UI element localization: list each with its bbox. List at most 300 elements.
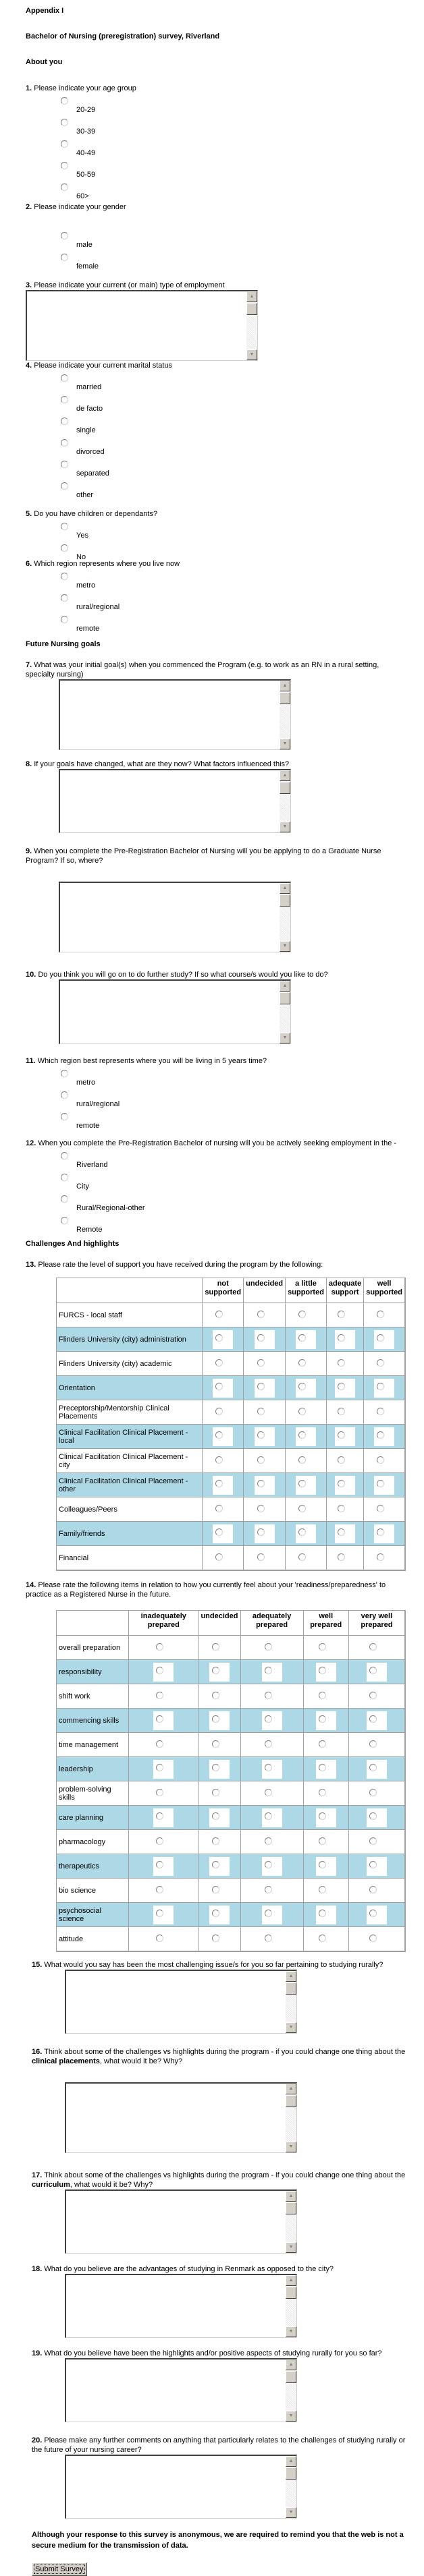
option-yes[interactable]	[61, 521, 417, 543]
radio-button[interactable]	[61, 374, 68, 382]
scrollbar[interactable]	[286, 2456, 296, 2518]
radio-button[interactable]	[212, 1643, 219, 1651]
question-text: What do you believe have been the highlights and/or positive aspects of studying rurally for you so far?	[42, 2349, 382, 2357]
radio-button[interactable]	[338, 1480, 345, 1487]
radio-button[interactable]	[377, 1311, 384, 1318]
scrollbar[interactable]	[286, 2359, 296, 2422]
radio-button[interactable]	[61, 523, 68, 530]
radio-button[interactable]	[61, 616, 68, 623]
scroll-up-arrow-icon[interactable]: ▲	[280, 981, 290, 992]
scroll-down-arrow-icon[interactable]: ▼	[280, 941, 290, 952]
radio-button[interactable]	[298, 1334, 306, 1342]
radio-button[interactable]	[156, 1764, 163, 1771]
question-text: Please indicate your gender	[32, 203, 126, 211]
radio-button[interactable]	[212, 1692, 219, 1699]
option-label: de facto	[76, 405, 103, 413]
radio-button[interactable]	[212, 1715, 219, 1723]
radio-button[interactable]	[369, 1643, 377, 1651]
option-label: married	[76, 383, 102, 391]
option-remote[interactable]	[61, 1112, 417, 1133]
radio-button[interactable]	[319, 1812, 326, 1820]
radio-button[interactable]	[215, 1528, 223, 1536]
radio-button[interactable]	[156, 1837, 163, 1845]
scroll-thumb[interactable]	[280, 894, 290, 907]
radio-button[interactable]	[212, 1886, 219, 1893]
radio-button[interactable]	[298, 1359, 306, 1367]
radio-button[interactable]	[298, 1383, 306, 1390]
question-text: Do you have children or dependants?	[32, 510, 158, 518]
challenging-issues-textarea[interactable]	[65, 1970, 297, 2034]
option-rural-regional[interactable]	[61, 593, 417, 614]
radio-button[interactable]	[212, 1789, 219, 1796]
scroll-up-arrow-icon[interactable]: ▲	[246, 291, 257, 302]
option-label: Remote	[76, 1226, 103, 1234]
scrollbar[interactable]	[280, 770, 290, 832]
radio-button[interactable]	[61, 1113, 68, 1120]
scroll-down-arrow-icon[interactable]: ▼	[286, 2242, 296, 2253]
scroll-thumb[interactable]	[286, 1982, 296, 1995]
radio-button[interactable]	[298, 1311, 306, 1318]
scrollbar[interactable]	[286, 2084, 296, 2152]
question-6	[26, 559, 417, 636]
radio-button[interactable]	[156, 1812, 163, 1820]
clinical-placements-textarea[interactable]	[65, 2082, 297, 2153]
radio-button[interactable]	[319, 1740, 326, 1748]
radio-button[interactable]	[156, 1910, 163, 1917]
question-number: 10.	[26, 971, 36, 979]
option-riverland[interactable]	[61, 1151, 417, 1172]
row-label: responsibility	[57, 1660, 129, 1684]
table-row	[57, 1854, 405, 1879]
question-number: 15.	[32, 1961, 43, 1969]
radio-button[interactable]	[61, 544, 68, 552]
radio-button[interactable]	[265, 1837, 272, 1845]
scrollbar[interactable]	[286, 2275, 296, 2337]
scroll-thumb[interactable]	[286, 2095, 296, 2107]
radio-button[interactable]	[377, 1359, 384, 1367]
radio-button[interactable]	[61, 1217, 68, 1224]
radio-button[interactable]	[319, 1692, 326, 1699]
scroll-thumb[interactable]	[286, 2371, 296, 2383]
radio-button[interactable]	[377, 1480, 384, 1487]
scroll-down-arrow-icon[interactable]: ▼	[286, 2142, 296, 2152]
radio-button[interactable]	[369, 1886, 377, 1893]
option-remote[interactable]	[61, 614, 417, 636]
question-5	[26, 509, 417, 559]
option-label: remote	[76, 1122, 100, 1130]
section-future-goals: Future Nursing goals	[26, 640, 101, 648]
option-label: No	[76, 553, 86, 561]
radio-button[interactable]	[156, 1789, 163, 1796]
option-single[interactable]	[61, 416, 417, 438]
radio-button[interactable]	[265, 1764, 272, 1771]
radio-button[interactable]	[156, 1643, 163, 1651]
graduate-program-textarea[interactable]	[59, 882, 291, 952]
radio-button[interactable]	[265, 1812, 272, 1820]
radio-button[interactable]	[61, 1152, 68, 1160]
radio-button[interactable]	[377, 1408, 384, 1415]
option-rural-regional-other[interactable]	[61, 1194, 417, 1215]
radio-button[interactable]	[338, 1553, 345, 1561]
column-header: undecided	[244, 1278, 286, 1303]
row-label-header	[57, 1611, 129, 1636]
radio-button[interactable]	[61, 1070, 68, 1077]
radio-button[interactable]	[319, 1935, 326, 1942]
section-challenges: Challenges And highlights	[26, 1240, 120, 1248]
employment-textarea[interactable]	[26, 290, 258, 361]
scroll-down-arrow-icon[interactable]: ▼	[286, 2411, 296, 2422]
row-label: Orientation	[57, 1376, 203, 1400]
column-header: a little supported	[286, 1278, 327, 1303]
table-row	[57, 1709, 405, 1733]
option-de-facto[interactable]	[61, 395, 417, 416]
radio-button[interactable]	[257, 1311, 265, 1318]
row-label: overall preparation	[57, 1636, 129, 1660]
row-label: Clinical Facilitation Clinical Placement - other	[57, 1473, 203, 1497]
scrollbar[interactable]	[280, 883, 290, 952]
employment-location-options	[61, 1151, 417, 1237]
question-number: 12.	[26, 1139, 36, 1147]
question-text: Which region represents where you live now	[32, 560, 180, 568]
row-label: problem-solving skills	[57, 1781, 129, 1806]
question-text: What would you say has been the most challenging issue/s for you so far pertaining to studying rurally?	[42, 1961, 383, 1969]
scroll-down-arrow-icon[interactable]: ▼	[286, 2326, 296, 2337]
radio-button[interactable]	[215, 1505, 223, 1512]
scrollbar[interactable]	[286, 2191, 296, 2253]
radio-button[interactable]	[319, 1715, 326, 1723]
scroll-down-arrow-icon[interactable]: ▼	[286, 2022, 296, 2033]
scroll-thumb[interactable]	[280, 992, 290, 1004]
question-text: Please rate the following items in relation to how you currently feel about your 'readiness/preparedness' to practice as a Registered Nurse in the future.	[26, 1581, 386, 1599]
scroll-up-arrow-icon[interactable]: ▲	[286, 2275, 296, 2286]
option-label: female	[76, 262, 99, 270]
radio-button[interactable]	[215, 1480, 223, 1487]
radio-button[interactable]	[215, 1311, 223, 1318]
table-row	[57, 1879, 405, 1903]
radio-button[interactable]	[156, 1886, 163, 1893]
option-label: 20-29	[76, 106, 96, 114]
row-label: care planning	[57, 1806, 129, 1830]
radio-button[interactable]	[265, 1692, 272, 1699]
radio-button[interactable]	[265, 1643, 272, 1651]
radio-button[interactable]	[215, 1359, 223, 1367]
radio-button[interactable]	[319, 1910, 326, 1917]
radio-button[interactable]	[265, 1935, 272, 1942]
radio-button[interactable]	[61, 97, 68, 105]
question-17	[32, 2171, 417, 2254]
radio-button[interactable]	[156, 1715, 163, 1723]
scroll-up-arrow-icon[interactable]: ▲	[286, 2084, 296, 2094]
column-header: undecided	[198, 1611, 240, 1636]
question-text: Think about some of the challenges vs highlights during the program - if you could change one thing about the	[42, 2048, 406, 2056]
radio-button[interactable]	[319, 1764, 326, 1771]
table-row	[57, 1903, 405, 1927]
radio-button[interactable]	[212, 1935, 219, 1942]
radio-button[interactable]	[369, 1715, 377, 1723]
radio-button[interactable]	[369, 1789, 377, 1796]
scroll-down-arrow-icon[interactable]: ▼	[280, 739, 290, 749]
radio-button[interactable]	[156, 1667, 163, 1674]
radio-button[interactable]	[265, 1886, 272, 1893]
radio-button[interactable]	[298, 1431, 306, 1439]
scroll-up-arrow-icon[interactable]: ▲	[286, 2456, 296, 2467]
scroll-up-arrow-icon[interactable]: ▲	[280, 883, 290, 894]
scroll-up-arrow-icon[interactable]: ▲	[280, 681, 290, 691]
radio-button[interactable]	[212, 1837, 219, 1845]
radio-button[interactable]	[338, 1359, 345, 1367]
question-2	[26, 202, 417, 274]
option-separated[interactable]	[61, 459, 417, 481]
radio-button[interactable]	[156, 1935, 163, 1942]
scroll-up-arrow-icon[interactable]: ▲	[280, 770, 290, 781]
radio-button[interactable]	[212, 1667, 219, 1674]
question-text: What was your initial goal(s) when you commenced the Program (e.g. to work as an RN in a rural setting, specialty nursing)	[26, 661, 379, 679]
radio-button[interactable]	[298, 1408, 306, 1415]
option-male[interactable]	[61, 231, 417, 252]
radio-button[interactable]	[61, 119, 68, 126]
radio-button[interactable]	[319, 1667, 326, 1674]
option-divorced[interactable]	[61, 438, 417, 459]
gender-options	[61, 231, 417, 274]
scroll-up-arrow-icon[interactable]: ▲	[286, 2191, 296, 2202]
highlights-textarea[interactable]	[65, 2358, 297, 2422]
radio-button[interactable]	[212, 1861, 219, 1868]
scroll-down-arrow-icon[interactable]: ▼	[246, 349, 257, 360]
radio-button[interactable]	[369, 1667, 377, 1674]
radio-button[interactable]	[61, 439, 68, 447]
option-label: City	[76, 1182, 89, 1191]
column-header: very well prepared	[349, 1611, 405, 1636]
option-40-49[interactable]	[61, 139, 417, 161]
radio-button[interactable]	[338, 1311, 345, 1318]
table-row	[57, 1684, 405, 1709]
radio-button[interactable]	[212, 1740, 219, 1748]
row-label: commencing skills	[57, 1709, 129, 1733]
radio-button[interactable]	[265, 1910, 272, 1917]
radio-button[interactable]	[61, 418, 68, 425]
question-number: 14.	[26, 1581, 36, 1589]
option-50-59[interactable]	[61, 161, 417, 182]
curriculum-textarea[interactable]	[65, 2189, 297, 2254]
radio-button[interactable]	[61, 162, 68, 169]
radio-button[interactable]	[257, 1456, 265, 1464]
radio-button[interactable]	[338, 1456, 345, 1464]
column-header: adequately prepared	[241, 1611, 304, 1636]
radio-button[interactable]	[215, 1431, 223, 1439]
question-text: , what would it be? Why?	[99, 2057, 183, 2065]
radio-button[interactable]	[377, 1505, 384, 1512]
scrollbar[interactable]	[280, 981, 290, 1043]
radio-button[interactable]	[319, 1861, 326, 1868]
option-rural-regional[interactable]	[61, 1090, 417, 1112]
radio-button[interactable]	[338, 1528, 345, 1536]
column-header: inadequately prepared	[129, 1611, 198, 1636]
radio-button[interactable]	[265, 1667, 272, 1674]
open-questions	[32, 1960, 417, 2576]
question-text: What do you believe are the advantages of studying in Renmark as opposed to the city?	[42, 2265, 334, 2273]
radio-button[interactable]	[61, 1195, 68, 1203]
radio-button[interactable]	[215, 1456, 223, 1464]
question-number: 5.	[26, 510, 32, 518]
further-study-textarea[interactable]	[59, 979, 291, 1044]
radio-button[interactable]	[319, 1789, 326, 1796]
radio-button[interactable]	[61, 232, 68, 239]
scroll-up-arrow-icon[interactable]: ▲	[286, 2359, 296, 2370]
scrollbar[interactable]	[280, 681, 290, 749]
radio-button[interactable]	[369, 1910, 377, 1917]
changed-goals-textarea[interactable]	[59, 769, 291, 833]
radio-button[interactable]	[265, 1715, 272, 1723]
radio-button[interactable]	[257, 1408, 265, 1415]
option-label: metro	[76, 581, 96, 590]
radio-button[interactable]	[338, 1505, 345, 1512]
radio-button[interactable]	[215, 1334, 223, 1342]
advantages-textarea[interactable]	[65, 2274, 297, 2338]
option-30-39[interactable]	[61, 117, 417, 139]
scroll-up-arrow-icon[interactable]: ▲	[286, 1971, 296, 1982]
radio-button[interactable]	[257, 1431, 265, 1439]
option-other[interactable]	[61, 481, 417, 503]
scroll-thumb[interactable]	[286, 2467, 296, 2480]
question-number: 8.	[26, 760, 32, 768]
scrollbar[interactable]	[286, 1971, 296, 2033]
radio-button[interactable]	[215, 1383, 223, 1390]
radio-button[interactable]	[369, 1740, 377, 1748]
radio-button[interactable]	[265, 1789, 272, 1796]
option-label: 60>	[76, 192, 89, 200]
radio-button[interactable]	[215, 1408, 223, 1415]
radio-button[interactable]	[369, 1935, 377, 1942]
scroll-down-arrow-icon[interactable]: ▼	[286, 2507, 296, 2518]
radio-button[interactable]	[338, 1431, 345, 1439]
scroll-thumb[interactable]	[246, 303, 257, 315]
option-label: rural/regional	[76, 603, 120, 611]
radio-button[interactable]	[61, 573, 68, 580]
further-comments-textarea[interactable]	[65, 2455, 297, 2519]
radio-button[interactable]	[369, 1812, 377, 1820]
option-metro[interactable]	[61, 1068, 417, 1090]
radio-button[interactable]	[257, 1359, 265, 1367]
radio-button[interactable]	[338, 1408, 345, 1415]
radio-button[interactable]	[377, 1528, 384, 1536]
radio-button[interactable]	[212, 1812, 219, 1820]
radio-button[interactable]	[298, 1480, 306, 1487]
scroll-thumb[interactable]	[280, 692, 290, 704]
radio-button[interactable]	[369, 1837, 377, 1845]
radio-button[interactable]	[377, 1334, 384, 1342]
radio-button[interactable]	[61, 396, 68, 403]
submit-survey-button[interactable]: Submit Survey	[32, 2563, 87, 2576]
row-label: leadership	[57, 1757, 129, 1781]
scroll-thumb[interactable]	[286, 2202, 296, 2214]
table-row	[57, 1425, 405, 1449]
radio-button[interactable]	[215, 1553, 223, 1561]
question-13	[26, 1260, 417, 1571]
radio-button[interactable]	[369, 1861, 377, 1868]
radio-button[interactable]	[265, 1740, 272, 1748]
question-text: Think about some of the challenges vs highlights during the program - if you could change one thing about the	[42, 2171, 406, 2179]
radio-button[interactable]	[265, 1861, 272, 1868]
question-9	[26, 847, 417, 952]
radio-button[interactable]	[61, 461, 68, 468]
option-no[interactable]	[61, 543, 417, 559]
option-label: Yes	[76, 532, 88, 540]
row-label: attitude	[57, 1927, 129, 1951]
radio-button[interactable]	[377, 1456, 384, 1464]
radio-button[interactable]	[377, 1553, 384, 1561]
option-married[interactable]	[61, 373, 417, 395]
radio-button[interactable]	[61, 1174, 68, 1181]
option-city[interactable]	[61, 1172, 417, 1194]
question-text: Please indicate your current (or main) type of employment	[32, 281, 225, 289]
option-female[interactable]	[61, 252, 417, 274]
radio-button[interactable]	[212, 1910, 219, 1917]
radio-button[interactable]	[298, 1553, 306, 1561]
scroll-thumb[interactable]	[280, 782, 290, 794]
question-11	[26, 1056, 417, 1133]
radio-button[interactable]	[156, 1740, 163, 1748]
radio-button[interactable]	[369, 1692, 377, 1699]
option-20-29[interactable]	[61, 96, 417, 117]
radio-button[interactable]	[61, 254, 68, 261]
radio-button[interactable]	[156, 1692, 163, 1699]
radio-button[interactable]	[377, 1383, 384, 1390]
scroll-down-arrow-icon[interactable]: ▼	[280, 1033, 290, 1043]
option-remote[interactable]	[61, 1215, 417, 1237]
radio-button[interactable]	[369, 1764, 377, 1771]
radio-button[interactable]	[61, 1091, 68, 1099]
radio-button[interactable]	[257, 1528, 265, 1536]
scroll-thumb[interactable]	[286, 2287, 296, 2299]
radio-button[interactable]	[257, 1383, 265, 1390]
radio-button[interactable]	[298, 1505, 306, 1512]
radio-button[interactable]	[61, 140, 68, 148]
option-60-plus[interactable]	[61, 182, 417, 200]
question-text: When you complete the Pre-Registration Bachelor of nursing will you be actively seeking employment in the -	[36, 1139, 397, 1147]
initial-goals-textarea[interactable]	[59, 679, 291, 750]
radio-button[interactable]	[338, 1383, 345, 1390]
radio-button[interactable]	[61, 594, 68, 602]
survey-title: Bachelor of Nursing (preregistration) survey, Riverland	[26, 32, 220, 40]
radio-button[interactable]	[298, 1456, 306, 1464]
option-metro[interactable]	[61, 571, 417, 593]
question-number: 2.	[26, 203, 32, 211]
scroll-down-arrow-icon[interactable]: ▼	[280, 822, 290, 832]
table-row	[57, 1806, 405, 1830]
radio-button[interactable]	[61, 183, 68, 191]
radio-button[interactable]	[61, 482, 68, 490]
radio-button[interactable]	[257, 1334, 265, 1342]
radio-button[interactable]	[319, 1643, 326, 1651]
table-row	[57, 1636, 405, 1660]
radio-button[interactable]	[257, 1505, 265, 1512]
question-text: Please indicate your age group	[32, 84, 136, 92]
radio-button[interactable]	[212, 1764, 219, 1771]
question-number: 7.	[26, 661, 32, 669]
radio-button[interactable]	[319, 1837, 326, 1845]
radio-button[interactable]	[338, 1334, 345, 1342]
scrollbar[interactable]	[246, 291, 257, 360]
radio-button[interactable]	[156, 1861, 163, 1868]
question-number: 17.	[32, 2171, 43, 2179]
row-label: shift work	[57, 1684, 129, 1709]
radio-button[interactable]	[298, 1528, 306, 1536]
row-label: therapeutics	[57, 1854, 129, 1879]
radio-button[interactable]	[257, 1480, 265, 1487]
radio-button[interactable]	[257, 1553, 265, 1561]
radio-button[interactable]	[319, 1886, 326, 1893]
radio-button[interactable]	[377, 1431, 384, 1439]
